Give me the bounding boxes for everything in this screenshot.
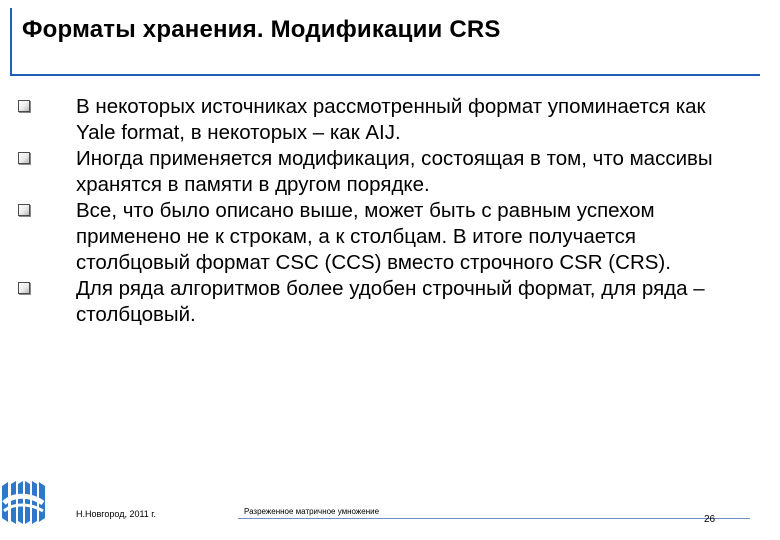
footer-course-title: Разреженное матричное умножение [244,507,380,516]
university-logo-icon [0,472,46,532]
footer-divider [238,518,750,519]
bullet-item [18,276,748,328]
checkbox-square-icon [18,152,30,164]
bullet-item [18,146,748,198]
slide-title: Форматы хранения. Модификации CRS [22,16,501,43]
checkbox-square-icon [18,204,30,216]
bullet-text: Для ряда алгоритмов более удобен строчный формат, для ряда – столбцовый. [76,277,705,326]
page-number: 26 [704,514,716,525]
footer-location-year: Н.Новгород, 2011 г. [76,509,156,519]
checkbox-square-icon [18,282,30,294]
checkbox-square-icon [18,100,30,112]
bullet-item [18,94,748,146]
bullet-item [18,198,748,276]
bullet-text: Иногда применяется модификация, состоящая в том, что массивы хранятся в памяти в другом порядке. [76,147,713,196]
bullet-list [18,94,748,328]
bullet-text: В некоторых источниках рассмотренный формат упоминается как Yale format, в некоторых – как AIJ. [76,95,706,144]
bullet-text: Все, что было описано выше, может быть с равным успехом применено не к строкам, а к столбцам. В итоге получается столбцовый формат CSC (CCS) вместо строчного CSR (CRS). [76,199,671,274]
